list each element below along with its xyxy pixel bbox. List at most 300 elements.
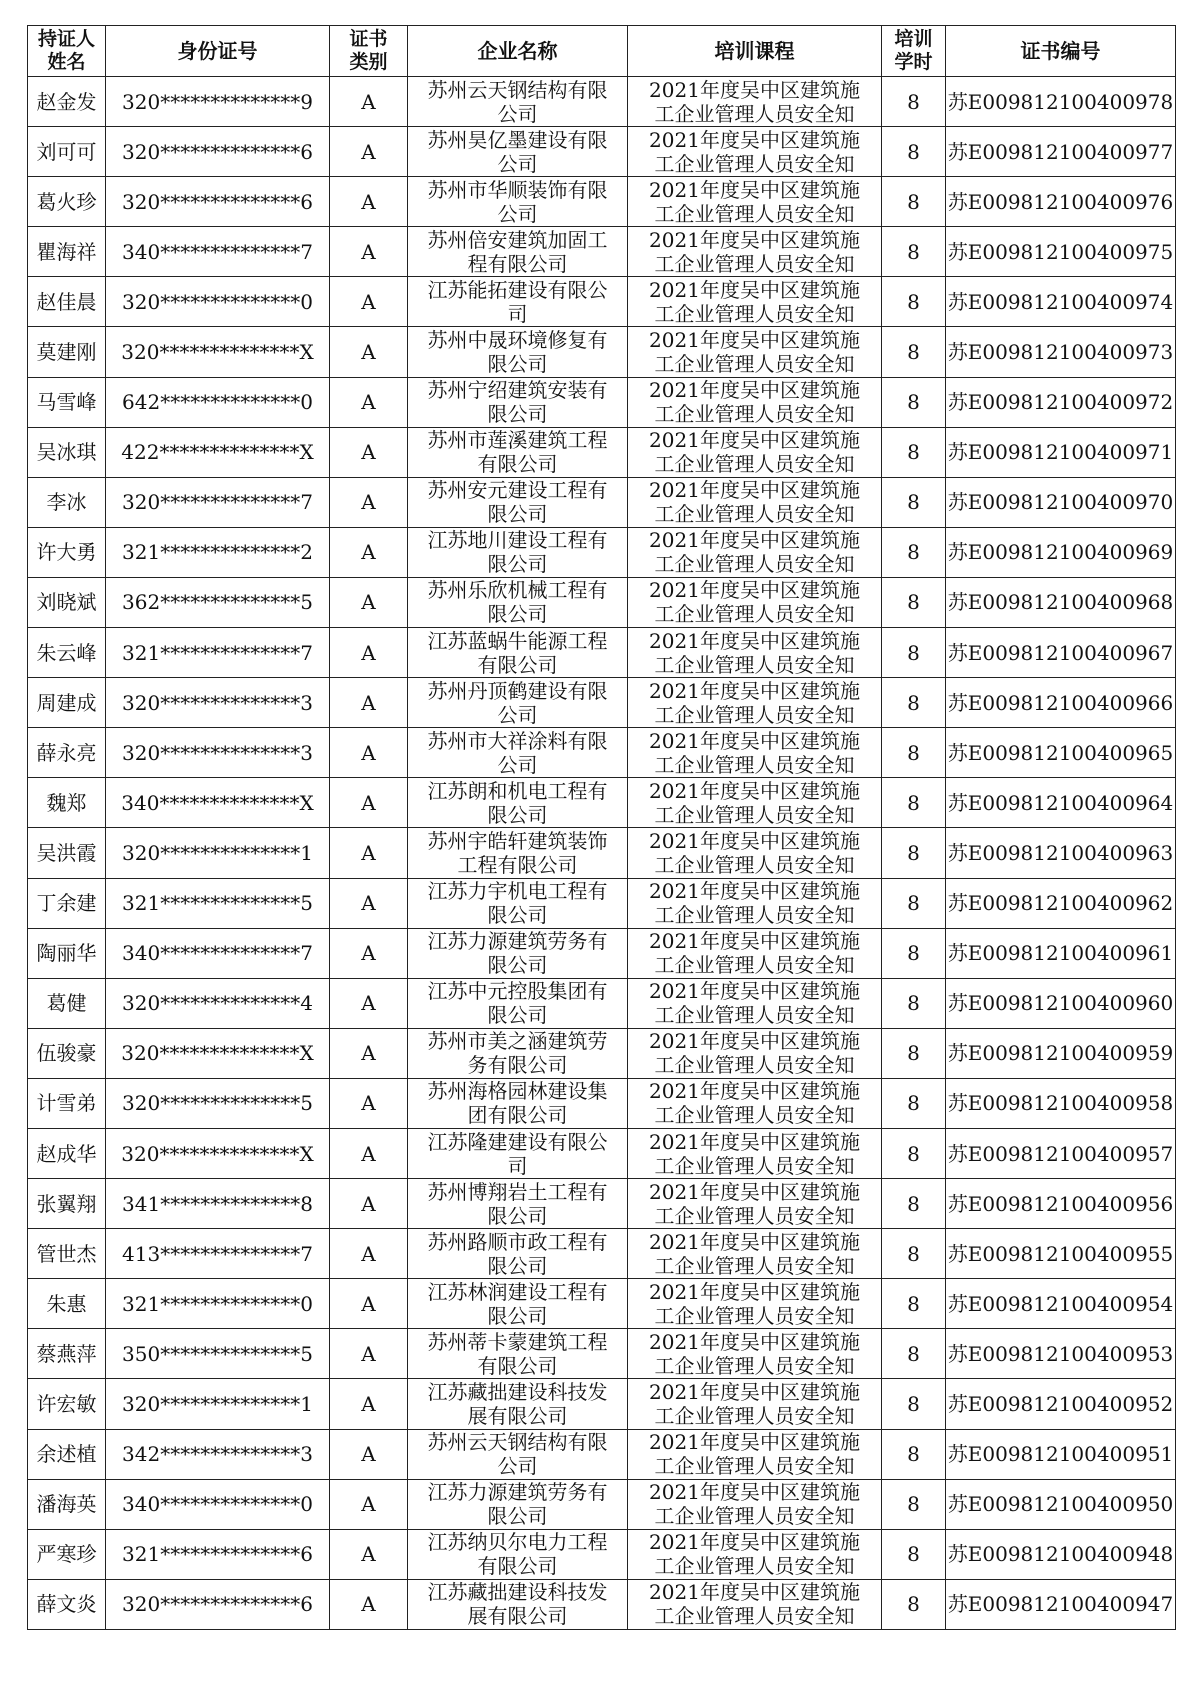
holder-name: 瞿海祥 xyxy=(28,227,106,277)
company-line: 江苏隆建建设有限公 xyxy=(427,1129,608,1154)
company-name xyxy=(408,728,628,778)
company-name xyxy=(408,828,628,878)
course-line: 2021年度吴中区建筑施 xyxy=(649,1029,860,1054)
id-number: 413**************7 xyxy=(106,1229,330,1279)
training-course xyxy=(628,327,882,377)
course-line: 工企业管理人员安全知 xyxy=(654,101,855,126)
training-course xyxy=(628,728,882,778)
course-line: 2021年度吴中区建筑施 xyxy=(649,628,860,653)
table-row xyxy=(28,1429,1176,1479)
cert-number: 苏E009812100400961 xyxy=(946,928,1176,978)
header-id-number: 身份证号 xyxy=(106,26,330,77)
company-name xyxy=(408,227,628,277)
id-number: 342**************3 xyxy=(106,1429,330,1479)
header-line: 培训 xyxy=(894,28,933,50)
id-number: 642**************0 xyxy=(106,377,330,427)
training-hours: 8 xyxy=(882,1078,946,1128)
cert-type: A xyxy=(330,1529,408,1579)
cert-type: A xyxy=(330,1429,408,1479)
course-line: 2021年度吴中区建筑施 xyxy=(649,1530,860,1555)
header-company: 企业名称 xyxy=(408,26,628,77)
training-course xyxy=(628,1479,882,1529)
table-row xyxy=(28,778,1176,828)
header-line: 证书 xyxy=(349,28,388,50)
table-row xyxy=(28,928,1176,978)
holder-name: 陶丽华 xyxy=(28,928,106,978)
company-line: 苏州中晟环境修复有 xyxy=(427,328,608,353)
company-line: 苏州海格园林建设集 xyxy=(427,1079,608,1104)
company-name xyxy=(408,1479,628,1529)
company-line: 有限公司 xyxy=(477,452,558,477)
course-line: 工企业管理人员安全知 xyxy=(654,301,855,326)
cert-number: 苏E009812100400963 xyxy=(946,828,1176,878)
company-name xyxy=(408,1579,628,1629)
company-name xyxy=(408,1379,628,1429)
cert-type: A xyxy=(330,1078,408,1128)
course-line: 工企业管理人员安全知 xyxy=(654,352,855,377)
company-line: 司 xyxy=(507,301,528,326)
company-line: 苏州蒂卡蒙建筑工程 xyxy=(427,1329,608,1354)
company-line: 限公司 xyxy=(487,352,548,377)
training-course xyxy=(628,1128,882,1178)
cert-number: 苏E009812100400947 xyxy=(946,1579,1176,1629)
training-hours: 8 xyxy=(882,527,946,577)
cert-type: A xyxy=(330,1128,408,1178)
header-hours xyxy=(882,26,946,77)
cert-number: 苏E009812100400955 xyxy=(946,1229,1176,1279)
company-name xyxy=(408,327,628,377)
holder-name: 马雪峰 xyxy=(28,377,106,427)
training-hours: 8 xyxy=(882,1279,946,1329)
company-line: 江苏力宇机电工程有 xyxy=(427,879,608,904)
cert-type: A xyxy=(330,477,408,527)
course-line: 工企业管理人员安全知 xyxy=(654,652,855,677)
table-row xyxy=(28,1579,1176,1629)
training-hours: 8 xyxy=(882,1329,946,1379)
course-line: 工企业管理人员安全知 xyxy=(654,1003,855,1028)
course-line: 2021年度吴中区建筑施 xyxy=(649,1079,860,1104)
company-line: 苏州市美之涵建筑劳 xyxy=(427,1029,608,1054)
id-number: 320**************5 xyxy=(106,1078,330,1128)
company-name xyxy=(408,527,628,577)
course-line: 工企业管理人员安全知 xyxy=(654,502,855,527)
course-line: 2021年度吴中区建筑施 xyxy=(649,227,860,252)
course-line: 工企业管理人员安全知 xyxy=(654,402,855,427)
course-line: 工企业管理人员安全知 xyxy=(654,1454,855,1479)
cert-type: A xyxy=(330,678,408,728)
cert-number: 苏E009812100400965 xyxy=(946,728,1176,778)
table-row xyxy=(28,127,1176,177)
company-line: 苏州云天钢结构有限 xyxy=(427,1430,608,1455)
holder-name: 赵佳晨 xyxy=(28,277,106,327)
cert-type: A xyxy=(330,1379,408,1429)
table-row xyxy=(28,678,1176,728)
company-line: 苏州宁绍建筑安装有 xyxy=(427,378,608,403)
table-row xyxy=(28,1028,1176,1078)
training-hours: 8 xyxy=(882,1179,946,1229)
training-hours: 8 xyxy=(882,1429,946,1479)
cert-number: 苏E009812100400973 xyxy=(946,327,1176,377)
holder-name: 张翼翔 xyxy=(28,1179,106,1229)
company-line: 限公司 xyxy=(487,502,548,527)
table-row xyxy=(28,1379,1176,1429)
training-course xyxy=(628,828,882,878)
company-name xyxy=(408,678,628,728)
training-hours: 8 xyxy=(882,177,946,227)
course-line: 2021年度吴中区建筑施 xyxy=(649,1179,860,1204)
course-line: 工企业管理人员安全知 xyxy=(654,752,855,777)
course-line: 工企业管理人员安全知 xyxy=(654,1103,855,1128)
training-course xyxy=(628,878,882,928)
company-line: 有限公司 xyxy=(477,1554,558,1579)
company-line: 限公司 xyxy=(487,802,548,827)
header-cert-type xyxy=(330,26,408,77)
training-hours: 8 xyxy=(882,277,946,327)
course-line: 工企业管理人员安全知 xyxy=(654,702,855,727)
company-name xyxy=(408,127,628,177)
company-name xyxy=(408,177,628,227)
cert-type: A xyxy=(330,1229,408,1279)
id-number: 350**************5 xyxy=(106,1329,330,1379)
cert-number: 苏E009812100400977 xyxy=(946,127,1176,177)
holder-name: 吴冰琪 xyxy=(28,427,106,477)
course-line: 2021年度吴中区建筑施 xyxy=(649,428,860,453)
table-row xyxy=(28,828,1176,878)
training-hours: 8 xyxy=(882,327,946,377)
company-line: 公司 xyxy=(497,752,538,777)
holder-name: 赵成华 xyxy=(28,1128,106,1178)
table-row xyxy=(28,1229,1176,1279)
cert-type: A xyxy=(330,828,408,878)
company-line: 江苏力源建筑劳务有 xyxy=(427,929,608,954)
cert-number: 苏E009812100400962 xyxy=(946,878,1176,928)
company-name xyxy=(408,577,628,627)
id-number: 362**************5 xyxy=(106,577,330,627)
id-number: 320**************6 xyxy=(106,177,330,227)
cert-number: 苏E009812100400951 xyxy=(946,1429,1176,1479)
training-hours: 8 xyxy=(882,978,946,1028)
cert-type: A xyxy=(330,527,408,577)
cert-type: A xyxy=(330,77,408,127)
training-course xyxy=(628,1529,882,1579)
id-number: 320**************0 xyxy=(106,277,330,327)
training-course xyxy=(628,1229,882,1279)
training-hours: 8 xyxy=(882,1128,946,1178)
holder-name: 严寒珍 xyxy=(28,1529,106,1579)
company-line: 苏州丹顶鹤建设有限 xyxy=(427,678,608,703)
header-row xyxy=(28,26,1176,77)
training-course xyxy=(628,928,882,978)
holder-name: 管世杰 xyxy=(28,1229,106,1279)
training-course xyxy=(628,1028,882,1078)
holder-name: 刘可可 xyxy=(28,127,106,177)
company-line: 限公司 xyxy=(487,1504,548,1529)
table-row xyxy=(28,978,1176,1028)
holder-name: 薛文炎 xyxy=(28,1579,106,1629)
training-hours: 8 xyxy=(882,728,946,778)
id-number: 341**************8 xyxy=(106,1179,330,1229)
company-name xyxy=(408,427,628,477)
cert-type: A xyxy=(330,577,408,627)
company-line: 有限公司 xyxy=(477,652,558,677)
company-name xyxy=(408,628,628,678)
table-row xyxy=(28,277,1176,327)
company-line: 展有限公司 xyxy=(467,1604,568,1629)
table-row xyxy=(28,728,1176,778)
cert-number: 苏E009812100400974 xyxy=(946,277,1176,327)
course-line: 2021年度吴中区建筑施 xyxy=(649,778,860,803)
holder-name: 吴洪霞 xyxy=(28,828,106,878)
table-row xyxy=(28,628,1176,678)
course-line: 工企业管理人员安全知 xyxy=(654,602,855,627)
course-line: 2021年度吴中区建筑施 xyxy=(649,1480,860,1505)
cert-type: A xyxy=(330,177,408,227)
holder-name: 伍骏豪 xyxy=(28,1028,106,1078)
training-hours: 8 xyxy=(882,477,946,527)
course-line: 2021年度吴中区建筑施 xyxy=(649,378,860,403)
holder-name: 蔡燕萍 xyxy=(28,1329,106,1379)
company-line: 苏州路顺市政工程有 xyxy=(427,1229,608,1254)
id-number: 422**************X xyxy=(106,427,330,477)
cert-type: A xyxy=(330,1179,408,1229)
course-line: 2021年度吴中区建筑施 xyxy=(649,1430,860,1455)
cert-type: A xyxy=(330,127,408,177)
holder-name: 丁余建 xyxy=(28,878,106,928)
table-row xyxy=(28,527,1176,577)
company-line: 江苏纳贝尔电力工程 xyxy=(427,1530,608,1555)
cert-number: 苏E009812100400978 xyxy=(946,77,1176,127)
course-line: 2021年度吴中区建筑施 xyxy=(649,77,860,102)
holder-name: 葛火珍 xyxy=(28,177,106,227)
company-line: 苏州市华顺装饰有限 xyxy=(427,177,608,202)
company-line: 公司 xyxy=(497,1454,538,1479)
course-line: 工企业管理人员安全知 xyxy=(654,903,855,928)
header-line: 姓名 xyxy=(47,51,86,73)
training-course xyxy=(628,427,882,477)
training-course xyxy=(628,577,882,627)
table-row xyxy=(28,1179,1176,1229)
header-course: 培训课程 xyxy=(628,26,882,77)
training-course xyxy=(628,628,882,678)
holder-name: 朱惠 xyxy=(28,1279,106,1329)
course-line: 2021年度吴中区建筑施 xyxy=(649,1379,860,1404)
company-line: 江苏力源建筑劳务有 xyxy=(427,1480,608,1505)
certificate-table xyxy=(27,25,1176,1630)
cert-number: 苏E009812100400972 xyxy=(946,377,1176,427)
training-course xyxy=(628,1429,882,1479)
training-hours: 8 xyxy=(882,577,946,627)
cert-type: A xyxy=(330,728,408,778)
course-line: 2021年度吴中区建筑施 xyxy=(649,578,860,603)
header-cert-number: 证书编号 xyxy=(946,26,1176,77)
training-hours: 8 xyxy=(882,227,946,277)
training-hours: 8 xyxy=(882,828,946,878)
company-name xyxy=(408,1329,628,1379)
company-line: 苏州安元建设工程有 xyxy=(427,478,608,503)
cert-type: A xyxy=(330,1329,408,1379)
company-line: 司 xyxy=(507,1153,528,1178)
cert-type: A xyxy=(330,928,408,978)
company-line: 苏州云天钢结构有限 xyxy=(427,77,608,102)
id-number: 320**************6 xyxy=(106,1579,330,1629)
training-course xyxy=(628,1379,882,1429)
company-line: 江苏林润建设工程有 xyxy=(427,1279,608,1304)
company-line: 团有限公司 xyxy=(467,1103,568,1128)
cert-type: A xyxy=(330,377,408,427)
company-name xyxy=(408,878,628,928)
course-line: 2021年度吴中区建筑施 xyxy=(649,528,860,553)
id-number: 320**************3 xyxy=(106,728,330,778)
company-line: 江苏蓝蜗牛能源工程 xyxy=(427,628,608,653)
training-hours: 8 xyxy=(882,878,946,928)
cert-number: 苏E009812100400950 xyxy=(946,1479,1176,1529)
cert-number: 苏E009812100400952 xyxy=(946,1379,1176,1429)
course-line: 2021年度吴中区建筑施 xyxy=(649,678,860,703)
course-line: 2021年度吴中区建筑施 xyxy=(649,929,860,954)
training-course xyxy=(628,1329,882,1379)
course-line: 工企业管理人员安全知 xyxy=(654,1253,855,1278)
table-row xyxy=(28,1128,1176,1178)
training-hours: 8 xyxy=(882,778,946,828)
company-line: 限公司 xyxy=(487,903,548,928)
company-line: 公司 xyxy=(497,101,538,126)
training-hours: 8 xyxy=(882,127,946,177)
course-line: 2021年度吴中区建筑施 xyxy=(649,879,860,904)
id-number: 320**************9 xyxy=(106,77,330,127)
header-holder-name xyxy=(28,26,106,77)
course-line: 工企业管理人员安全知 xyxy=(654,852,855,877)
company-line: 限公司 xyxy=(487,953,548,978)
training-hours: 8 xyxy=(882,377,946,427)
company-line: 苏州博翔岩土工程有 xyxy=(427,1179,608,1204)
company-line: 限公司 xyxy=(487,1253,548,1278)
company-name xyxy=(408,1429,628,1479)
course-line: 工企业管理人员安全知 xyxy=(654,251,855,276)
cert-number: 苏E009812100400960 xyxy=(946,978,1176,1028)
cert-type: A xyxy=(330,1579,408,1629)
cert-number: 苏E009812100400954 xyxy=(946,1279,1176,1329)
company-line: 江苏中元控股集团有 xyxy=(427,979,608,1004)
holder-name: 周建成 xyxy=(28,678,106,728)
company-line: 苏州市大祥涂料有限 xyxy=(427,728,608,753)
course-line: 工企业管理人员安全知 xyxy=(654,953,855,978)
course-line: 2021年度吴中区建筑施 xyxy=(649,979,860,1004)
company-line: 公司 xyxy=(497,151,538,176)
holder-name: 魏郑 xyxy=(28,778,106,828)
course-line: 2021年度吴中区建筑施 xyxy=(649,328,860,353)
table-row xyxy=(28,77,1176,127)
cert-number: 苏E009812100400959 xyxy=(946,1028,1176,1078)
id-number: 320**************1 xyxy=(106,1379,330,1429)
course-line: 工企业管理人员安全知 xyxy=(654,1353,855,1378)
id-number: 321**************6 xyxy=(106,1529,330,1579)
id-number: 320**************3 xyxy=(106,678,330,728)
company-line: 展有限公司 xyxy=(467,1403,568,1428)
cert-type: A xyxy=(330,327,408,377)
company-line: 务有限公司 xyxy=(467,1053,568,1078)
cert-type: A xyxy=(330,778,408,828)
id-number: 321**************2 xyxy=(106,527,330,577)
cert-type: A xyxy=(330,227,408,277)
company-name xyxy=(408,377,628,427)
table-row xyxy=(28,327,1176,377)
company-line: 苏州昊亿墨建设有限 xyxy=(427,127,608,152)
cert-number: 苏E009812100400957 xyxy=(946,1128,1176,1178)
course-line: 2021年度吴中区建筑施 xyxy=(649,828,860,853)
training-hours: 8 xyxy=(882,1479,946,1529)
company-name xyxy=(408,1078,628,1128)
table-row xyxy=(28,427,1176,477)
company-line: 限公司 xyxy=(487,1203,548,1228)
id-number: 321**************5 xyxy=(106,878,330,928)
holder-name: 许宏敏 xyxy=(28,1379,106,1429)
id-number: 320**************X xyxy=(106,327,330,377)
training-course xyxy=(628,527,882,577)
cert-number: 苏E009812100400975 xyxy=(946,227,1176,277)
course-line: 2021年度吴中区建筑施 xyxy=(649,1279,860,1304)
company-name xyxy=(408,1529,628,1579)
company-line: 江苏藏拙建设科技发 xyxy=(427,1379,608,1404)
holder-name: 刘晓斌 xyxy=(28,577,106,627)
company-line: 限公司 xyxy=(487,1003,548,1028)
company-line: 限公司 xyxy=(487,552,548,577)
training-course xyxy=(628,778,882,828)
holder-name: 潘海英 xyxy=(28,1479,106,1529)
id-number: 320**************4 xyxy=(106,978,330,1028)
company-line: 公司 xyxy=(497,201,538,226)
company-line: 限公司 xyxy=(487,402,548,427)
course-line: 工企业管理人员安全知 xyxy=(654,1053,855,1078)
course-line: 2021年度吴中区建筑施 xyxy=(649,1329,860,1354)
training-hours: 8 xyxy=(882,1229,946,1279)
company-line: 工程有限公司 xyxy=(457,852,578,877)
company-line: 江苏藏拙建设科技发 xyxy=(427,1580,608,1605)
table-row xyxy=(28,1529,1176,1579)
header-line: 类别 xyxy=(349,51,388,73)
training-hours: 8 xyxy=(882,678,946,728)
training-hours: 8 xyxy=(882,1028,946,1078)
id-number: 340**************7 xyxy=(106,227,330,277)
company-name xyxy=(408,928,628,978)
cert-type: A xyxy=(330,1028,408,1078)
course-line: 工企业管理人员安全知 xyxy=(654,1403,855,1428)
holder-name: 薛永亮 xyxy=(28,728,106,778)
training-course xyxy=(628,127,882,177)
course-line: 2021年度吴中区建筑施 xyxy=(649,177,860,202)
id-number: 340**************7 xyxy=(106,928,330,978)
table-row xyxy=(28,1078,1176,1128)
cert-type: A xyxy=(330,978,408,1028)
holder-name: 许大勇 xyxy=(28,527,106,577)
training-course xyxy=(628,1279,882,1329)
table-row xyxy=(28,1329,1176,1379)
training-course xyxy=(628,277,882,327)
course-line: 2021年度吴中区建筑施 xyxy=(649,728,860,753)
company-line: 江苏地川建设工程有 xyxy=(427,528,608,553)
table-row xyxy=(28,1279,1176,1329)
id-number: 340**************0 xyxy=(106,1479,330,1529)
course-line: 工企业管理人员安全知 xyxy=(654,452,855,477)
cert-number: 苏E009812100400958 xyxy=(946,1078,1176,1128)
company-line: 有限公司 xyxy=(477,1353,558,1378)
company-name xyxy=(408,978,628,1028)
course-line: 工企业管理人员安全知 xyxy=(654,802,855,827)
training-course xyxy=(628,1179,882,1229)
training-hours: 8 xyxy=(882,427,946,477)
company-line: 限公司 xyxy=(487,602,548,627)
header-line: 学时 xyxy=(894,51,933,73)
cert-number: 苏E009812100400971 xyxy=(946,427,1176,477)
